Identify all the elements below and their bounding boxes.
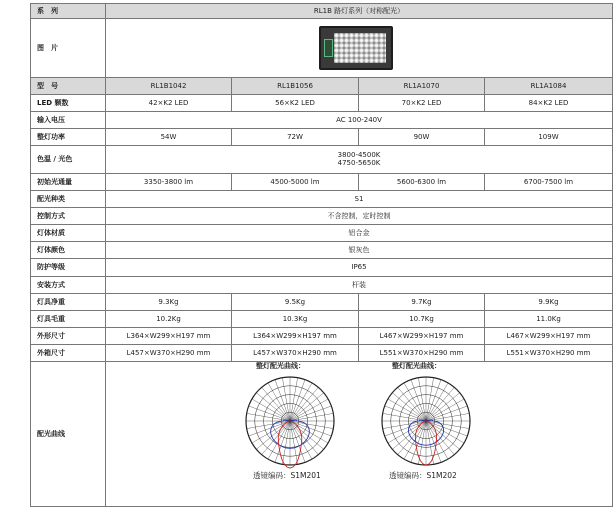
label-color: 灯体颜色 — [31, 242, 106, 259]
label-material: 灯体材质 — [31, 225, 106, 242]
cct-line-2: 4750-5650K — [337, 159, 381, 168]
label-flux: 初始光通量 — [31, 173, 106, 190]
led-qty-3: 70×K2 LED — [359, 94, 485, 111]
dimensions-3: L467×W299×H197 mm — [359, 328, 485, 345]
led-qty-4: 84×K2 LED — [485, 94, 613, 111]
install-value: 杆装 — [106, 276, 613, 293]
label-dimensions: 外形尺寸 — [31, 328, 106, 345]
flux-2: 4500-5000 lm — [232, 173, 359, 190]
label-led-qty: LED 颗数 — [31, 94, 106, 111]
curve-2-code: 透镜编码：S1M202 — [389, 471, 457, 481]
curve-1-code: 透镜编码：S1M201 — [253, 471, 321, 481]
row-package — [31, 345, 613, 362]
model-2: RL1B1056 — [232, 77, 359, 94]
label-model: 型 号 — [31, 77, 106, 94]
cct-line-1: 3800-4500K — [337, 151, 381, 160]
label-picture: 图 片 — [31, 19, 106, 78]
row-input-voltage — [31, 112, 613, 129]
row-led-qty — [31, 94, 613, 111]
row-light-dist — [31, 190, 613, 207]
row-install — [31, 276, 613, 293]
row-flux — [31, 173, 613, 190]
row-model — [31, 77, 613, 94]
picture-cell — [106, 19, 613, 78]
model-3: RL1A1070 — [359, 77, 485, 94]
color-value: 银灰色 — [106, 242, 613, 259]
row-cct — [31, 146, 613, 173]
gross-weight-2: 10.3Kg — [232, 310, 359, 327]
net-weight-4: 9.9Kg — [485, 293, 613, 310]
row-material — [31, 225, 613, 242]
net-weight-3: 9.7Kg — [359, 293, 485, 310]
row-ip — [31, 259, 613, 276]
power-4: 109W — [485, 129, 613, 146]
label-light-dist: 配光种类 — [31, 190, 106, 207]
led-array — [334, 33, 386, 63]
label-gross-weight: 灯具毛重 — [31, 310, 106, 327]
curve-cell — [106, 362, 613, 507]
package-1: L457×W370×H290 mm — [106, 345, 232, 362]
flux-3: 5600-6300 lm — [359, 173, 485, 190]
power-2: 72W — [232, 129, 359, 146]
power-1: 54W — [106, 129, 232, 146]
model-1: RL1B1042 — [106, 77, 232, 94]
row-net-weight — [31, 293, 613, 310]
power-3: 90W — [359, 129, 485, 146]
row-control — [31, 207, 613, 224]
ip-value: IP65 — [106, 259, 613, 276]
gross-weight-1: 10.2Kg — [106, 310, 232, 327]
cct-value — [106, 146, 613, 173]
label-power: 整灯功率 — [31, 129, 106, 146]
gross-weight-3: 10.7Kg — [359, 310, 485, 327]
label-control: 控制方式 — [31, 207, 106, 224]
row-picture — [31, 19, 613, 78]
label-cct: 色温 / 光色 — [31, 146, 106, 173]
label-net-weight: 灯具净重 — [31, 293, 106, 310]
series-value: RL1B 路灯系列（对称配光） — [106, 4, 613, 19]
dimensions-1: L364×W299×H197 mm — [106, 328, 232, 345]
curve-panel — [106, 362, 612, 506]
polar-diagram-1 — [241, 372, 339, 470]
row-dimensions — [31, 328, 613, 345]
curve-1-title: 整灯配光曲线： — [256, 362, 305, 371]
control-value: 不含控制，定时控制 — [106, 207, 613, 224]
package-3: L551×W370×H290 mm — [359, 345, 485, 362]
net-weight-2: 9.5Kg — [232, 293, 359, 310]
material-value: 铝合金 — [106, 225, 613, 242]
row-color — [31, 242, 613, 259]
label-package: 外箱尺寸 — [31, 345, 106, 362]
net-weight-1: 9.3Kg — [106, 293, 232, 310]
row-curve — [31, 362, 613, 507]
curve-1 — [241, 362, 339, 481]
dimensions-4: L467×W299×H197 mm — [485, 328, 613, 345]
label-input-voltage: 输入电压 — [31, 112, 106, 129]
label-ip: 防护等级 — [31, 259, 106, 276]
curve-2-title: 整灯配光曲线： — [392, 362, 441, 371]
polar-diagram-2 — [377, 372, 475, 470]
light-dist-value: S1 — [106, 190, 613, 207]
input-voltage-value: AC 100-240V — [106, 112, 613, 129]
package-4: L551×W370×H290 mm — [485, 345, 613, 362]
dimensions-2: L364×W299×H197 mm — [232, 328, 359, 345]
row-gross-weight — [31, 310, 613, 327]
label-curve: 配光曲线 — [31, 362, 106, 507]
curve-2 — [377, 362, 475, 481]
row-power — [31, 129, 613, 146]
label-series: 系 列 — [31, 4, 106, 19]
street-light-image — [319, 26, 393, 70]
model-4: RL1A1084 — [485, 77, 613, 94]
label-install: 安装方式 — [31, 276, 106, 293]
led-qty-1: 42×K2 LED — [106, 94, 232, 111]
spec-table — [30, 3, 613, 507]
led-qty-2: 56×K2 LED — [232, 94, 359, 111]
package-2: L457×W370×H290 mm — [232, 345, 359, 362]
row-series — [31, 4, 613, 19]
flux-4: 6700-7500 lm — [485, 173, 613, 190]
flux-1: 3350-3800 lm — [106, 173, 232, 190]
driver-module — [324, 39, 333, 57]
gross-weight-4: 11.0Kg — [485, 310, 613, 327]
